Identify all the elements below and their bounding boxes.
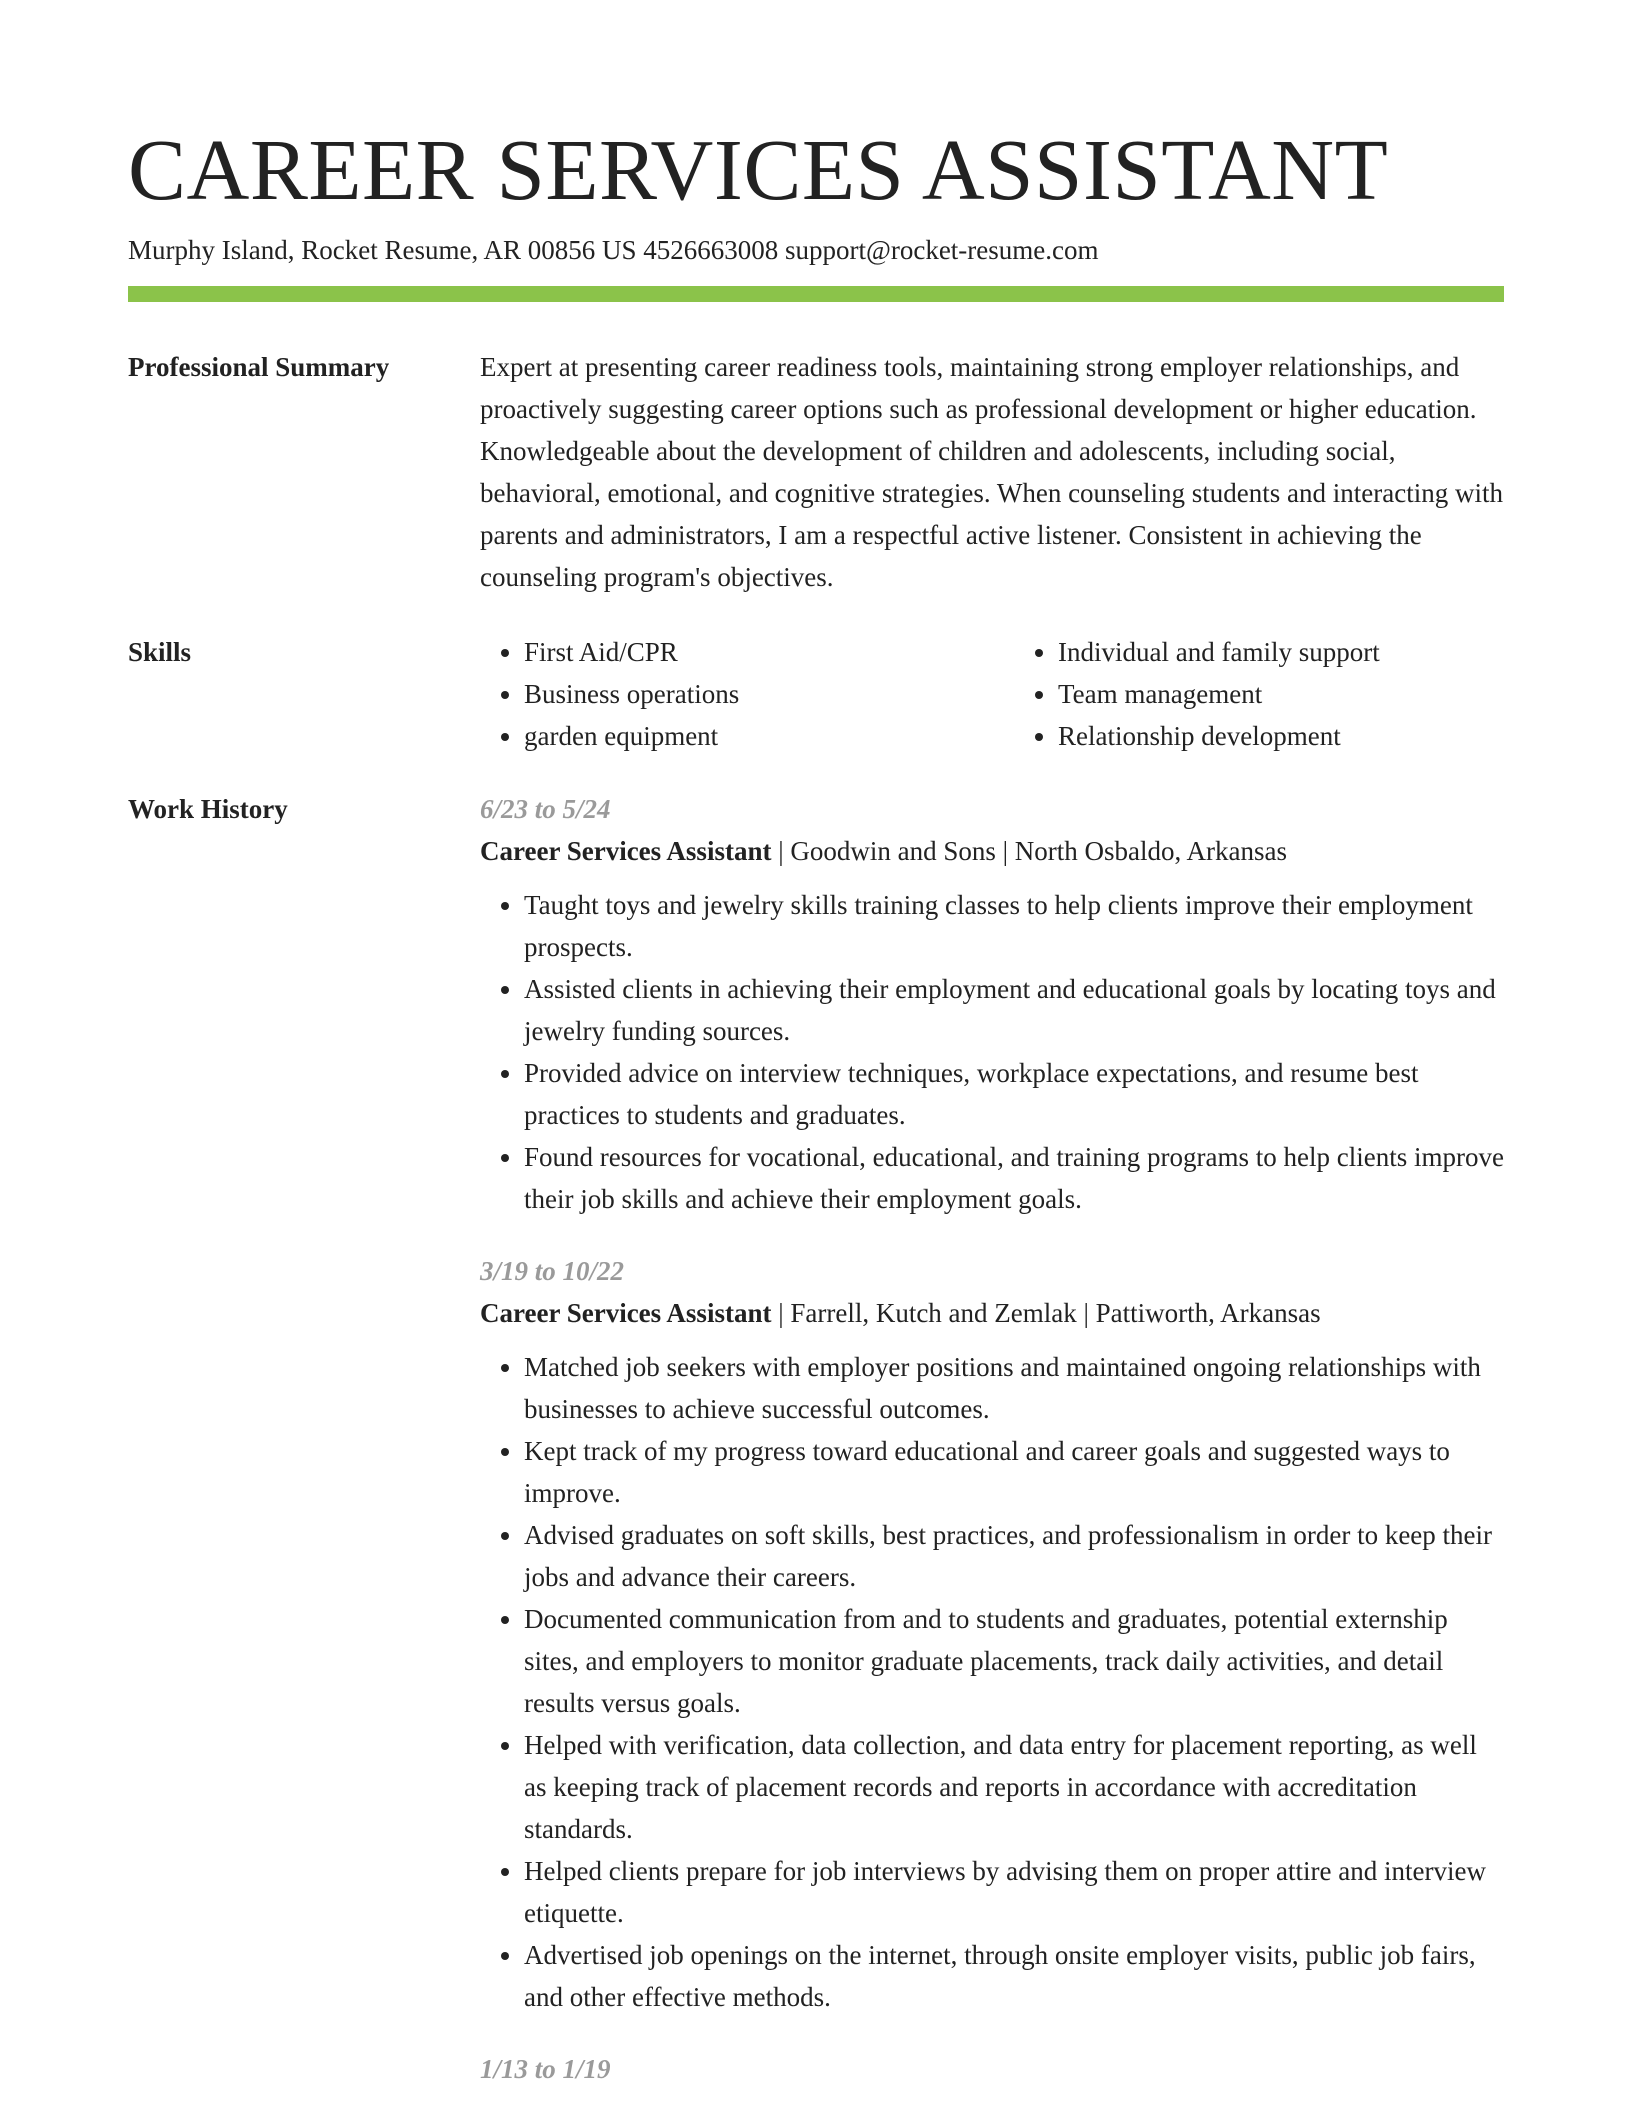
resume-header — [128, 120, 1504, 302]
skills-column-left — [480, 631, 970, 757]
job-title: Career Services Assistant — [480, 1298, 772, 1328]
work-history-heading: Work History — [128, 794, 288, 824]
contact-info: Murphy Island, Rocket Resume, AR 00856 US 4526663008 support@rocket-resume.com — [128, 235, 1099, 265]
skill-item: • garden equipment — [524, 715, 970, 757]
skills-list — [480, 631, 1504, 757]
duty-item: • Kept track of my progress toward educational and career goals and suggested ways to improve. — [524, 1430, 1504, 1514]
job-duties — [480, 884, 1504, 1220]
job-employer-location: | Farrell, Kutch and Zemlak | Pattiworth, Arkansas — [771, 1298, 1321, 1328]
duty-item: • Advised graduates on soft skills, best practices, and professionalism in order to keep their jobs and advance their careers. — [524, 1514, 1504, 1598]
duty-item: • Taught toys and jewelry skills training classes to help clients improve their employment prospects. — [524, 884, 1504, 968]
duty-item: • Provided advice on interview techniques, workplace expectations, and resume best practices to students and graduates. — [524, 1052, 1504, 1136]
job-title: Career Services Assistant — [480, 836, 772, 866]
resume-name: CAREER SERVICES ASSISTANT — [128, 121, 1389, 218]
summary-text: Expert at presenting career readiness tools, maintaining strong employer relationships, and proactively suggesting career options such as professional development or higher education. Knowledgeable about the development of children and adolescents, including social, behavioral, emotional, and cognitive strategies. When counseling students and interacting with parents and administrators, I am a respectful active listener. Consistent in achieving the counseling program's objectives. — [480, 352, 1503, 592]
header-divider — [128, 286, 1504, 302]
duty-item: • Found resources for vocational, educational, and training programs to help clients improve their job skills and achieve their employment goals. — [524, 1136, 1504, 1220]
duty-item: • Documented communication from and to students and graduates, potential externship sites, and employers to monitor graduate placements, track daily activities, and detail results versus goals. — [524, 1598, 1504, 1724]
job-duties — [480, 1346, 1504, 2018]
job-entry — [480, 788, 1504, 1220]
duty-item: • Matched job seekers with employer positions and maintained ongoing relationships with businesses to achieve successful outcomes. — [524, 1346, 1504, 1430]
duty-item: • Helped clients prepare for job interviews by advising them on proper attire and interview etiquette. — [524, 1850, 1504, 1934]
job-entry — [480, 1250, 1504, 2018]
job-dates: 3/19 to 10/22 — [480, 1256, 625, 1286]
job-employer-location: | Goodwin and Sons | North Osbaldo, Arkansas — [771, 836, 1287, 866]
duty-item: • Assisted clients in achieving their employment and educational goals by locating toys and jewelry funding sources. — [524, 968, 1504, 1052]
job-dates: 1/13 to 1/19 — [480, 2054, 611, 2084]
job-entry — [480, 2048, 1504, 2090]
duty-item: • Helped with verification, data collection, and data entry for placement reporting, as well as keeping track of placement records and reports in accordance with accreditation standards. — [524, 1724, 1504, 1850]
skills-heading: Skills — [128, 637, 192, 667]
skill-item: • Business operations — [524, 673, 970, 715]
skill-item: • Individual and family support — [1058, 631, 1504, 673]
skill-item: • Relationship development — [1058, 715, 1504, 757]
duty-item: • Advertised job openings on the internet, through onsite employer visits, public job fairs, and other effective methods. — [524, 1934, 1504, 2018]
work-history-list — [480, 788, 1504, 2120]
job-dates: 6/23 to 5/24 — [480, 794, 611, 824]
job-title-line — [480, 1292, 1504, 1334]
summary-heading: Professional Summary — [128, 352, 390, 382]
skill-item: • Team management — [1058, 673, 1504, 715]
skill-item: • First Aid/CPR — [524, 631, 970, 673]
job-title-line — [480, 830, 1504, 872]
skills-column-right — [1014, 631, 1504, 757]
